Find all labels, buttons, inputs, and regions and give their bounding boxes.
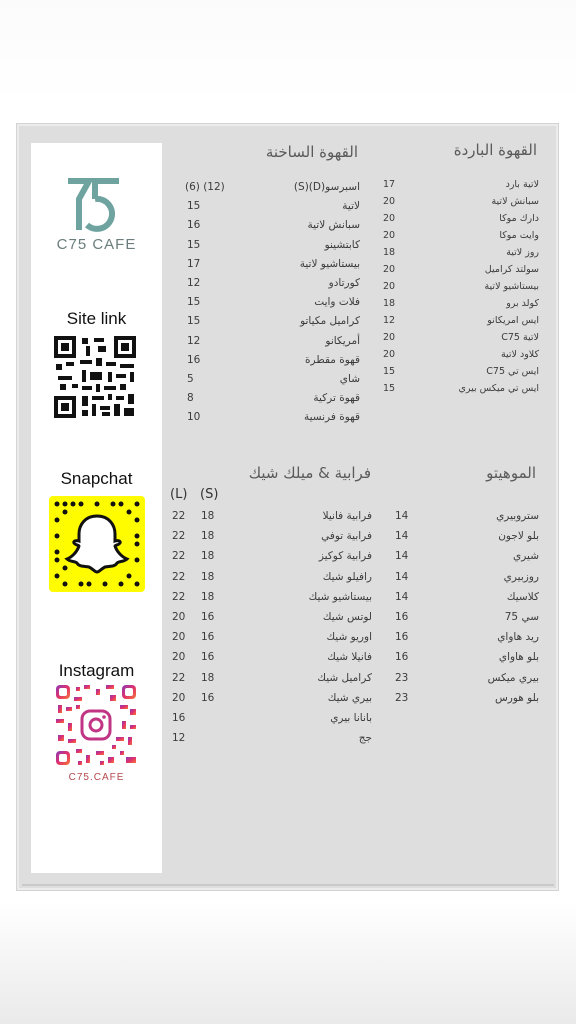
frappe-item-name: فانيلا شيك xyxy=(327,651,372,664)
frappe-item-name: فرابية توفي xyxy=(321,530,372,543)
frappe-item-name: اوريو شيك xyxy=(326,631,372,644)
frappe-item-name: رافيلو شيك xyxy=(322,570,372,583)
frappe-item-small-price: 16 xyxy=(201,631,215,644)
mojito-item-price: 14 xyxy=(395,590,409,603)
frappe-item-large-price: 22 xyxy=(172,530,186,543)
frappe-title: فرابية & ميلك شيك xyxy=(248,464,371,482)
instagram-label: Instagram xyxy=(58,661,135,680)
frappe-item-name: فرابية فانيلا xyxy=(322,510,372,522)
hot-item-price: 16 xyxy=(187,353,201,366)
mojito-item-name: ستروبيري xyxy=(496,510,539,522)
site-link-label: Site link xyxy=(66,309,127,328)
frappe-item-small-price: 18 xyxy=(201,530,215,543)
cold-item-name: لاتية بارد xyxy=(505,179,539,190)
small-size-header: (S) xyxy=(200,487,219,502)
mojito-item-price: 16 xyxy=(395,611,409,623)
mojito-item-name: كلاسيك xyxy=(506,590,539,603)
frappe-item-large-price: 20 xyxy=(172,631,186,644)
frappe-item-name: لوتس شيك xyxy=(322,611,372,623)
frappe-item-small-price: 16 xyxy=(201,611,215,623)
frappe-item-large-price: 22 xyxy=(172,550,186,563)
frappe-item-small-price: 18 xyxy=(201,671,215,684)
cold-item-price: 20 xyxy=(383,230,396,241)
frappe-item-large-price: 20 xyxy=(172,691,186,704)
instagram-qr-code-icon[interactable] xyxy=(54,683,138,767)
snapchat-label: Snapchat xyxy=(60,469,133,488)
mojito-item-price: 16 xyxy=(395,631,409,644)
frappe-item-name: بانانا بيري xyxy=(330,712,372,724)
hot-item-price: 17 xyxy=(187,257,201,270)
mojito-item-name: بلو هورس xyxy=(494,691,539,704)
mojito-item-price: 14 xyxy=(395,570,409,583)
hot-item-name: قهوة تركية xyxy=(313,392,360,405)
cold-item-name: بيستاشيو لاتية xyxy=(484,281,539,292)
cold-item-price: 18 xyxy=(383,247,396,258)
frappe-item-small-price: 18 xyxy=(201,550,215,563)
mojito-item-price: 14 xyxy=(395,510,409,522)
large-size-header: (L) xyxy=(170,487,188,502)
cold-item-price: 15 xyxy=(383,383,396,394)
frappe-item-large-price: 22 xyxy=(172,570,186,583)
mojito-item-price: 14 xyxy=(395,550,409,563)
cold-item-price: 17 xyxy=(383,179,396,190)
cold-item-name: كلاود لاتية xyxy=(500,349,539,360)
mojito-item-price: 16 xyxy=(395,651,409,664)
frappe-item-name: فرابية كوكيز xyxy=(318,550,372,563)
cold-item-price: 20 xyxy=(383,349,396,360)
cold-item-price: 20 xyxy=(383,281,396,292)
hot-item-name: كراميل مكياتو xyxy=(300,315,360,328)
hot-item-name: لاتية xyxy=(342,200,360,213)
frappe-item-small-price: 16 xyxy=(201,691,215,704)
cold-item-price: 20 xyxy=(383,332,396,343)
frappe-item-small-price: 18 xyxy=(201,510,215,522)
cold-item-name: روز لاتية xyxy=(506,247,539,258)
mojito-item-name: شيري xyxy=(513,550,539,563)
frappe-item-large-price: 20 xyxy=(172,611,186,623)
mojito-item-price: 23 xyxy=(395,691,409,704)
frappe-item-small-price: 18 xyxy=(201,570,215,583)
frappe-item-large-price: 16 xyxy=(172,712,186,724)
hot-item-name: أمريكانو xyxy=(325,334,360,347)
mojito-title: الموهيتو xyxy=(486,464,536,482)
brand-name: C75 CAFE xyxy=(56,236,137,253)
mojito-item-price: 14 xyxy=(395,530,409,543)
mojito-item-name: بلو هاواي xyxy=(498,651,539,664)
hot-item-name: اسبرسو(D)(S) xyxy=(293,181,360,193)
site-qr-code-icon[interactable] xyxy=(52,334,138,420)
mojito-item-price: 23 xyxy=(395,671,409,684)
instagram-handle: C75.CAFE xyxy=(68,772,125,783)
hot-item-price: 10 xyxy=(187,411,201,424)
frappe-item-name: بيري شيك xyxy=(327,691,372,704)
hot-item-name: بيستاشيو لاتية xyxy=(299,257,360,270)
cold-item-name: لاتية C75 xyxy=(501,332,539,343)
frappe-item-large-price: 22 xyxy=(172,510,186,522)
cold-item-name: ايس تي ميكس بيري xyxy=(458,383,539,394)
cold-item-name: وايت موكا xyxy=(499,230,539,241)
cold-item-price: 20 xyxy=(383,213,396,224)
hot-item-name: كورتادو xyxy=(328,277,360,289)
cold-item-name: دارك موكا xyxy=(499,213,539,224)
hot-item-price: 15 xyxy=(187,296,201,309)
cold-item-name: سبانش لاتية xyxy=(491,196,539,207)
hot-item-price: 8 xyxy=(187,392,194,405)
hot-item-price: 5 xyxy=(187,373,194,385)
hot-item-name: شاي xyxy=(339,373,360,385)
snapchat-code-icon[interactable] xyxy=(49,496,145,592)
cold-item-price: 20 xyxy=(383,196,396,207)
cold-item-price: 20 xyxy=(383,264,396,275)
cold-coffee-title: القهوة الباردة xyxy=(453,141,537,159)
hot-item-name: كابتشينو xyxy=(324,238,360,251)
cold-item-name: كولد برو xyxy=(506,298,539,309)
cold-item-price: 18 xyxy=(383,298,396,309)
frappe-item-large-price: 12 xyxy=(172,732,186,745)
frappe-item-name: جج xyxy=(358,732,372,745)
mojito-item-name: ريد هاواي xyxy=(497,631,539,644)
hot-item-price: 15 xyxy=(187,200,201,213)
mojito-item-name: بيري ميكس xyxy=(487,671,539,684)
hot-item-price: 15 xyxy=(187,238,201,251)
cold-item-name: سولتد كراميل xyxy=(484,264,539,275)
hot-item-name: قهوة فرنسية xyxy=(303,411,360,424)
hot-item-price: (6) (12) xyxy=(185,181,225,193)
hot-item-name: سبانش لاتية xyxy=(307,219,360,232)
frappe-item-large-price: 22 xyxy=(172,671,186,684)
hot-item-price: 12 xyxy=(187,334,201,347)
hot-coffee-title: القهوة الساخنة xyxy=(265,143,358,161)
frappe-item-small-price: 18 xyxy=(201,590,215,603)
frappe-item-small-price: 16 xyxy=(201,651,215,664)
hot-item-price: 12 xyxy=(187,277,201,289)
mojito-item-name: سي 75 xyxy=(504,611,539,623)
hot-item-name: قهوة مقطرة xyxy=(305,353,360,366)
frappe-item-name: كراميل شيك xyxy=(317,671,372,684)
frappe-item-name: بيستاشيو شيك xyxy=(308,590,372,603)
hot-item-name: فلات وايت xyxy=(314,296,360,309)
cold-item-price: 15 xyxy=(383,366,396,377)
card-divider xyxy=(22,884,554,886)
cold-item-name: ايس تي C75 xyxy=(486,366,539,377)
hot-item-price: 15 xyxy=(187,315,201,328)
mojito-item-name: بلو لاجون xyxy=(498,530,539,543)
c75-logo-icon xyxy=(65,177,127,233)
mojito-item-name: روزبيري xyxy=(503,570,539,583)
hot-item-price: 16 xyxy=(187,219,201,232)
frappe-item-large-price: 22 xyxy=(172,590,186,603)
frappe-item-large-price: 20 xyxy=(172,651,186,664)
cold-item-name: ايس امريكانو xyxy=(487,315,539,326)
cold-item-price: 12 xyxy=(383,315,396,326)
